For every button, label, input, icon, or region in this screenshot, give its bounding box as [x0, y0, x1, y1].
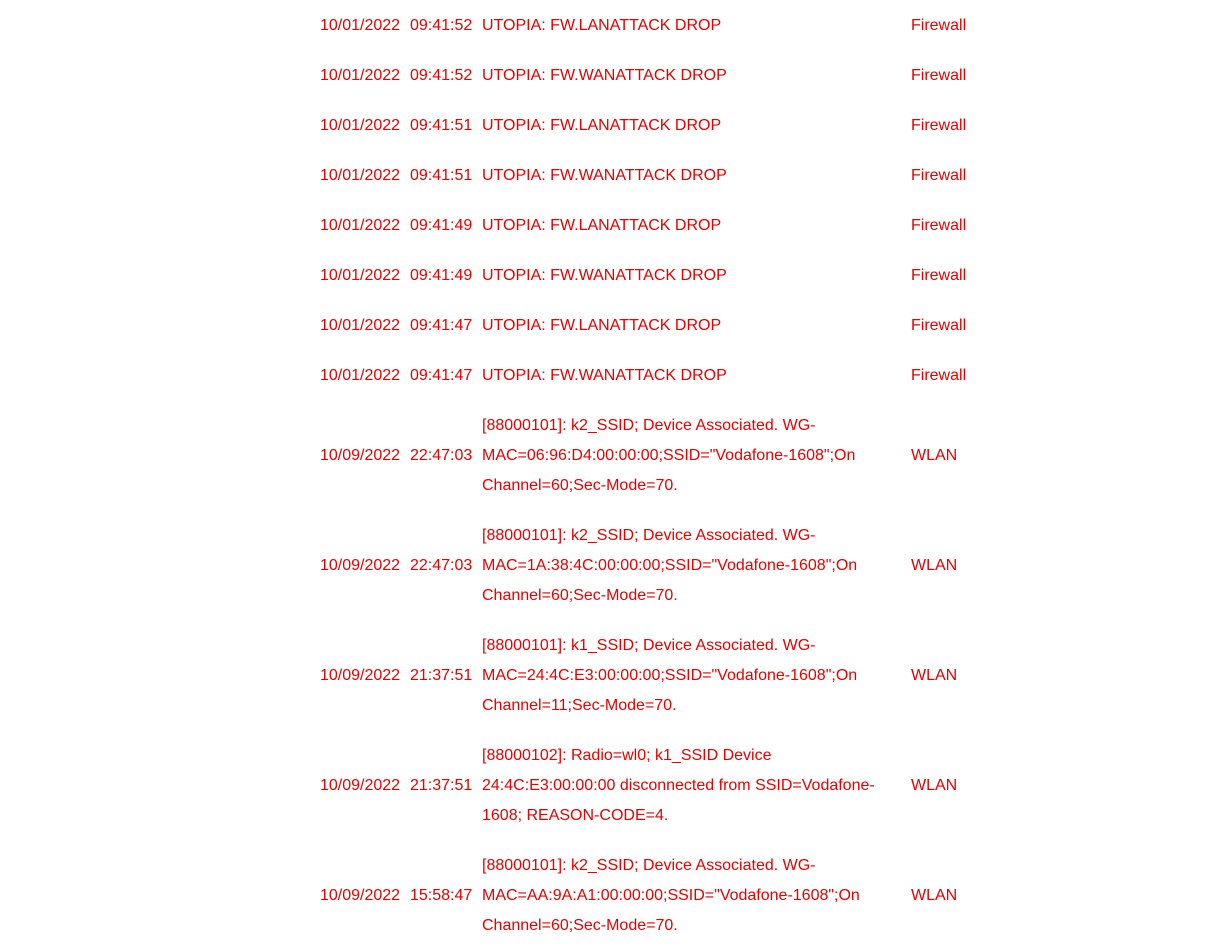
log-date: 10/01/2022	[320, 67, 401, 84]
table-row	[314, 511, 991, 621]
log-message-line: UTOPIA: FW.LANATTACK DROP	[482, 317, 722, 334]
log-time: 21:37:51	[410, 777, 473, 794]
log-category: Firewall	[911, 17, 967, 34]
log-category: Firewall	[911, 67, 967, 84]
log-date: 10/09/2022	[320, 557, 401, 574]
log-time: 15:58:47	[410, 887, 473, 904]
table-row	[314, 351, 991, 401]
log-message-line: UTOPIA: FW.LANATTACK DROP	[482, 217, 722, 234]
log-message	[482, 201, 911, 251]
log-time: 09:41:47	[410, 367, 473, 384]
log-category: Firewall	[911, 317, 967, 334]
log-date: 10/01/2022	[320, 217, 401, 234]
log-message	[482, 621, 911, 731]
table-row	[314, 151, 991, 201]
table-row	[314, 401, 991, 511]
log-category: WLAN	[911, 557, 958, 574]
log-message-line: Channel=11;Sec-Mode=70.	[482, 697, 677, 714]
log-message-line: MAC=AA:9A:A1:00:00:00;SSID="Vodafone-1608";On	[482, 887, 860, 904]
log-message	[482, 841, 911, 951]
log-message	[482, 101, 911, 151]
log-category: Firewall	[911, 167, 967, 184]
log-category: WLAN	[911, 667, 958, 684]
table-row	[314, 51, 991, 101]
log-message-line: UTOPIA: FW.WANATTACK DROP	[482, 267, 727, 284]
log-message	[482, 301, 911, 351]
log-time: 09:41:51	[410, 167, 473, 184]
log-category: WLAN	[911, 447, 958, 464]
table-row	[314, 201, 991, 251]
table-row	[314, 101, 991, 151]
log-date: 10/01/2022	[320, 317, 401, 334]
table-row	[314, 621, 991, 731]
log-category: Firewall	[911, 217, 967, 234]
log-message-line: 1608; REASON-CODE=4.	[482, 807, 669, 824]
table-row	[314, 251, 991, 301]
log-category: Firewall	[911, 267, 967, 284]
log-message-line: MAC=06:96:D4:00:00:00;SSID="Vodafone-1608";On	[482, 447, 856, 464]
log-time: 22:47:03	[410, 557, 473, 574]
log-message-line: UTOPIA: FW.WANATTACK DROP	[482, 367, 727, 384]
table-row	[314, 301, 991, 351]
log-time: 09:41:51	[410, 117, 473, 134]
log-message-line: UTOPIA: FW.WANATTACK DROP	[482, 67, 727, 84]
log-message-line: MAC=1A:38:4C:00:00:00;SSID="Vodafone-1608";On	[482, 557, 858, 574]
log-date: 10/09/2022	[320, 777, 401, 794]
log-category: Firewall	[911, 367, 967, 384]
log-time: 09:41:52	[410, 17, 473, 34]
log-message	[482, 251, 911, 301]
log-message-line: MAC=24:4C:E3:00:00:00;SSID="Vodafone-1608";On	[482, 667, 858, 684]
log-message	[482, 151, 911, 201]
event-log-body	[314, 1, 991, 951]
log-message	[482, 731, 911, 841]
log-date: 10/01/2022	[320, 117, 401, 134]
log-message-line: [88000101]: k2_SSID; Device Associated. WG-	[482, 417, 816, 434]
log-message	[482, 51, 911, 101]
log-message-line: Channel=60;Sec-Mode=70.	[482, 477, 678, 494]
log-message-line: [88000101]: k2_SSID; Device Associated. WG-	[482, 527, 816, 544]
log-message-line: [88000101]: k2_SSID; Device Associated. WG-	[482, 857, 816, 874]
log-message-line: UTOPIA: FW.LANATTACK DROP	[482, 17, 722, 34]
log-time: 22:47:03	[410, 447, 473, 464]
log-message-line: UTOPIA: FW.LANATTACK DROP	[482, 117, 722, 134]
log-message	[482, 511, 911, 621]
log-message-line: [88000102]: Radio=wl0; k1_SSID Device	[482, 747, 772, 764]
log-message-line: UTOPIA: FW.WANATTACK DROP	[482, 167, 727, 184]
log-message-line: 24:4C:E3:00:00:00 disconnected from SSID=Vodafone-	[482, 777, 875, 794]
log-date: 10/09/2022	[320, 667, 401, 684]
log-message	[482, 351, 911, 401]
log-message-line: Channel=60;Sec-Mode=70.	[482, 917, 678, 934]
log-date: 10/01/2022	[320, 17, 401, 34]
log-date: 10/01/2022	[320, 167, 401, 184]
table-row	[314, 731, 991, 841]
log-category: WLAN	[911, 777, 958, 794]
log-date: 10/01/2022	[320, 367, 401, 384]
log-time: 09:41:52	[410, 67, 473, 84]
event-log-table	[314, 1, 991, 951]
log-message	[482, 401, 911, 511]
log-date: 10/09/2022	[320, 887, 401, 904]
log-date: 10/09/2022	[320, 447, 401, 464]
log-time: 09:41:47	[410, 317, 473, 334]
log-message-line: [88000101]: k1_SSID; Device Associated. WG-	[482, 637, 816, 654]
log-category: Firewall	[911, 117, 967, 134]
log-time: 09:41:49	[410, 217, 473, 234]
log-message-line: Channel=60;Sec-Mode=70.	[482, 587, 678, 604]
log-time: 21:37:51	[410, 667, 473, 684]
table-row	[314, 1, 991, 51]
table-row	[314, 841, 991, 951]
log-category: WLAN	[911, 887, 958, 904]
log-date: 10/01/2022	[320, 267, 401, 284]
log-time: 09:41:49	[410, 267, 473, 284]
log-message	[482, 1, 911, 51]
